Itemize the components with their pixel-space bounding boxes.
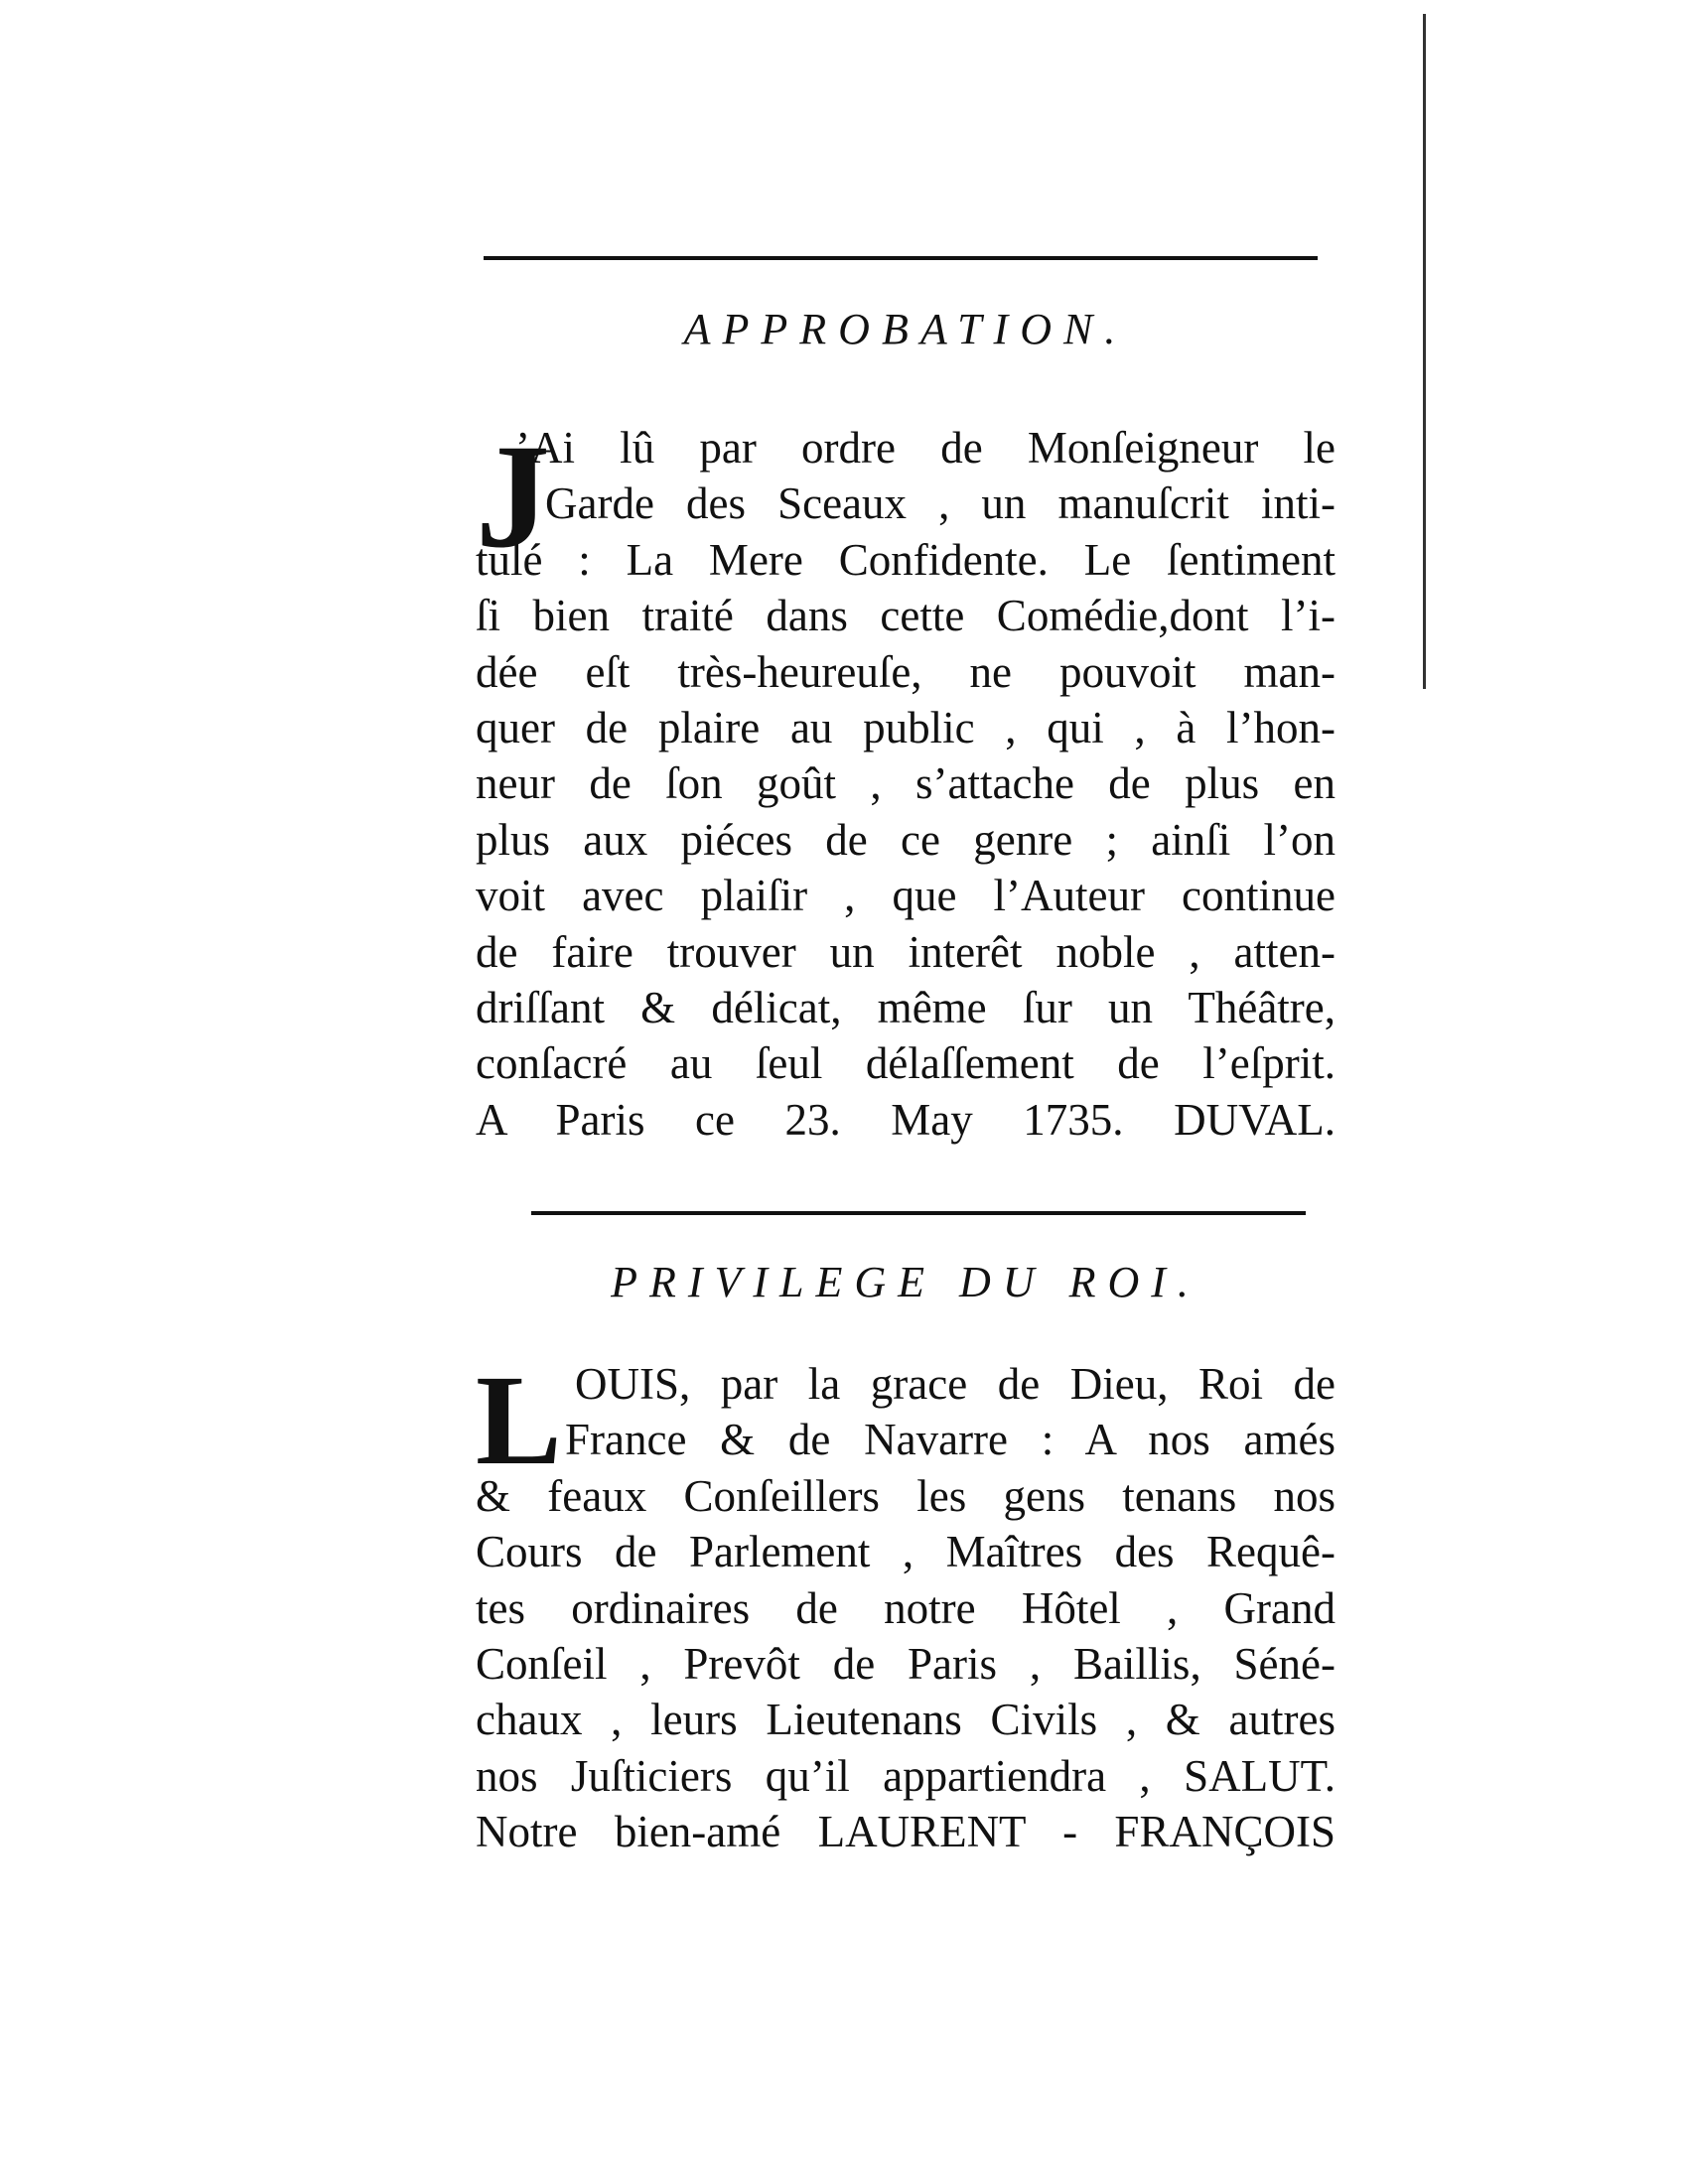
dropcap-l: L bbox=[476, 1349, 562, 1492]
text-line: Conſeil , Prevôt de Paris , Baillis, Séné- bbox=[476, 1638, 1336, 1689]
dropcap-j: J bbox=[476, 414, 550, 579]
text-line: & feaux Conſeillers les gens tenans nos bbox=[476, 1470, 1336, 1521]
text-line: Cours de Parlement , Maîtres des Requê- bbox=[476, 1527, 1336, 1577]
text-line: tulé : La Mere Confidente. Le ſentiment bbox=[476, 534, 1336, 585]
text-line: chaux , leurs Lieutenans Civils , & autres bbox=[476, 1695, 1336, 1745]
text-line: de faire trouver un interêt noble , atten- bbox=[476, 926, 1336, 977]
approbation-title: APPROBATION. bbox=[683, 305, 1128, 353]
text-line: France & de Navarre : A nos amés bbox=[565, 1415, 1336, 1465]
text-line: nos Juſticiers qu’il appartiendra , SALUT. bbox=[476, 1750, 1336, 1801]
text-line: quer de plaire au public , qui , à l’hon- bbox=[476, 702, 1336, 752]
text-line: OUIS, par la grace de Dieu, Roi de bbox=[575, 1359, 1336, 1409]
text-line: conſacré au ſeul délaſſement de l’eſprit. bbox=[476, 1038, 1336, 1089]
privilege-title: PRIVILEGE DU ROI. bbox=[611, 1258, 1200, 1306]
middle-rule bbox=[531, 1211, 1306, 1215]
text-line: ſi bien traité dans cette Comédie,dont l’i- bbox=[476, 591, 1336, 641]
approbation-body bbox=[476, 414, 1336, 1148]
text-line: ’Ai lû par ordre de Monſeigneur le bbox=[515, 423, 1336, 473]
text-line: Garde des Sceaux , un manuſcrit inti- bbox=[545, 478, 1336, 529]
text-line: voit avec plaiſir , que l’Auteur continue bbox=[476, 871, 1336, 921]
text-line: tes ordinaires de notre Hôtel , Grand bbox=[476, 1582, 1336, 1633]
privilege-body bbox=[476, 1349, 1336, 1860]
top-rule bbox=[484, 256, 1318, 260]
text-line: dée eſt très-heureuſe, ne pouvoit man- bbox=[476, 646, 1336, 697]
text-line: Notre bien-amé LAURENT - FRANÇOIS bbox=[476, 1807, 1336, 1857]
page-edge-line bbox=[1423, 14, 1426, 689]
signature-line: A Paris ce 23. May 1735. DUVAL. bbox=[476, 1094, 1336, 1145]
text-line: neur de ſon goût , s’attache de plus en bbox=[476, 758, 1336, 809]
text-line: driſſant & délicat, même ſur un Théâtre, bbox=[476, 982, 1336, 1032]
text-line: plus aux piéces de ce genre ; ainſi l’on bbox=[476, 814, 1336, 865]
